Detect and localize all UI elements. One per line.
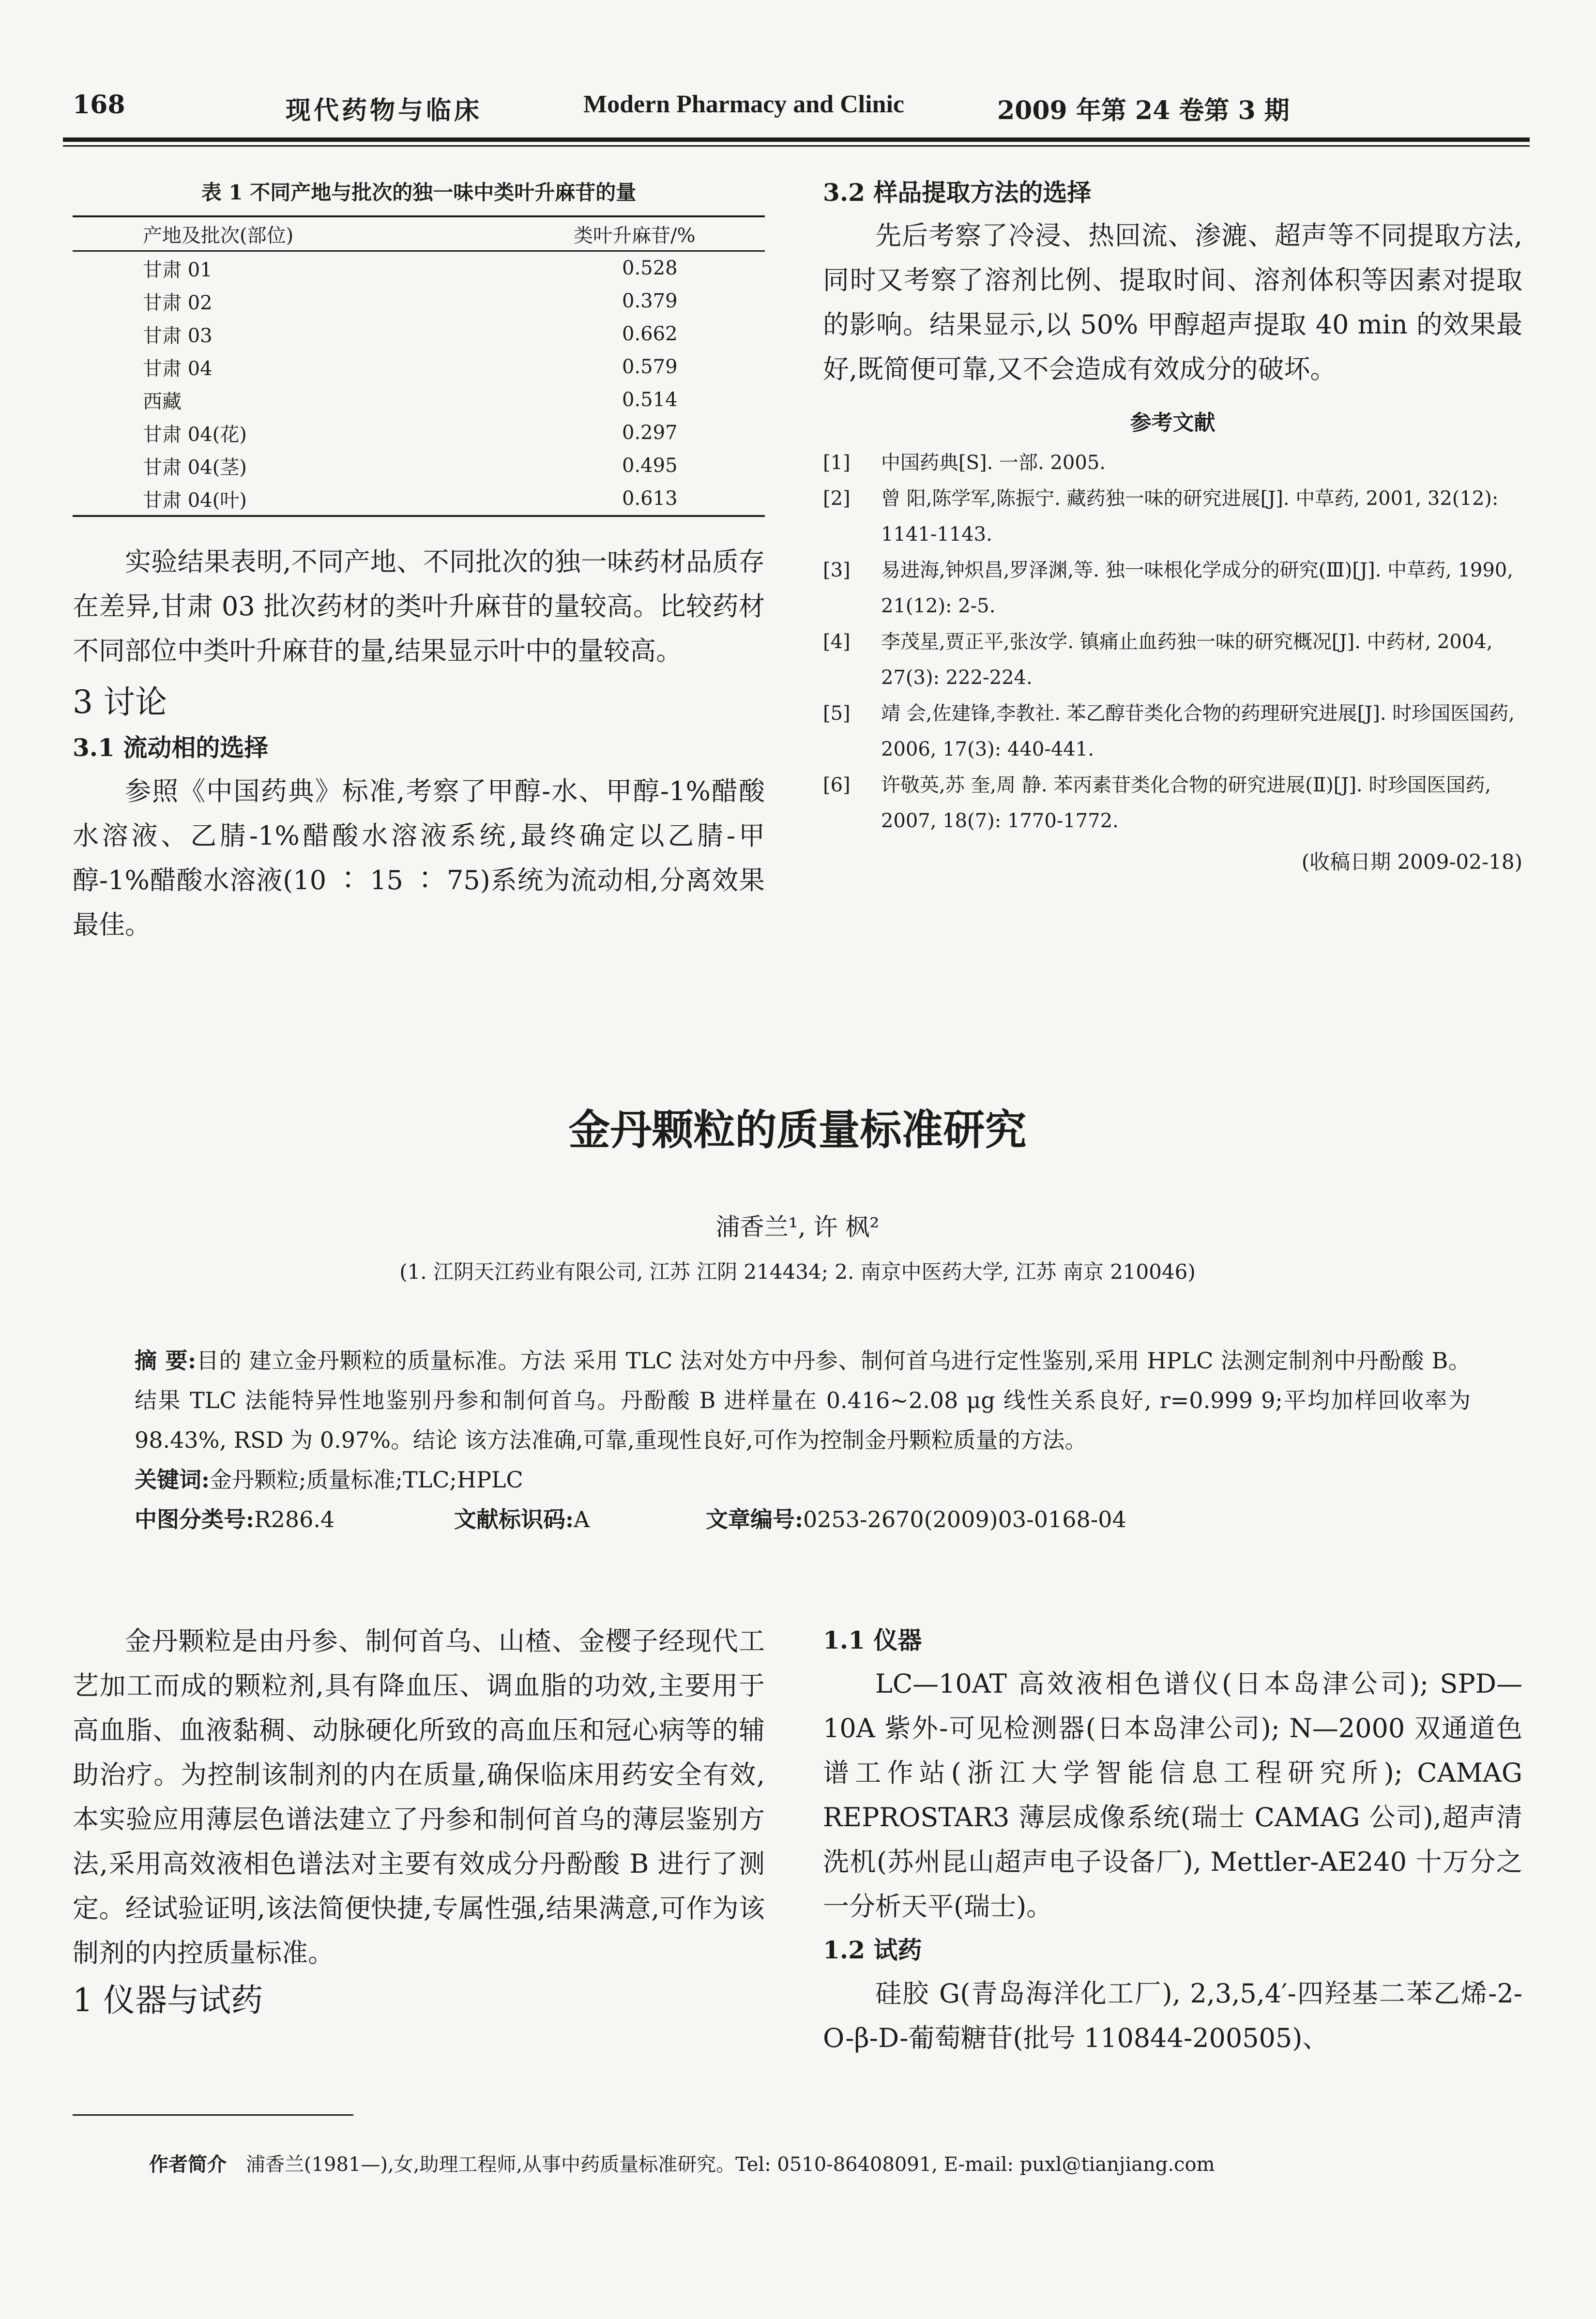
footnote-rule bbox=[73, 2114, 353, 2116]
page-number: 168 bbox=[73, 90, 125, 120]
section-3-heading: 3 讨论 bbox=[73, 683, 167, 721]
footnote-text: 浦香兰(1981—),女,助理工程师,从事中药质量标准研究。Tel: 0510-86408091, E-mail: puxl@tianjiang.com bbox=[246, 2153, 1215, 2176]
header-rule-thin bbox=[63, 145, 1530, 147]
reference-number: [2] bbox=[823, 487, 851, 510]
row-value: 0.514 bbox=[622, 389, 678, 411]
row-value: 0.613 bbox=[622, 487, 678, 510]
received-date: (收稿日期 2009-02-18) bbox=[1301, 850, 1522, 874]
table-bottom-rule bbox=[73, 515, 765, 517]
reference-list bbox=[823, 445, 1522, 839]
header-rule-thick bbox=[63, 137, 1530, 142]
section-1-2-paragraph: 硅胶 G(青岛海洋化工厂), 2,3,5,4′-四羟基二苯乙烯-2-O-β-D-葡萄糖苷(批号 110844-200505)、 bbox=[823, 1978, 1522, 2053]
left-lower-column bbox=[73, 1619, 765, 2026]
abstract-text: 目的 建立金丹颗粒的质量标准。方法 采用 TLC 法对处方中丹参、制何首乌进行定性鉴别,采用 HPLC 法测定制剂中丹酚酸 B。结果 TLC 法能特异性地鉴别丹参和制何首乌。丹酚酸 B 进样量在 0.416~2.08 μg 线性关系良好, r=0.999 9;平均加样回收率为 98.43%, RSD 为 0.97%。结论 该方法准确,可靠,重现性良好,可作为控制金丹颗粒质量的方法。 bbox=[135, 1348, 1471, 1453]
row-label: 甘肃 04(叶) bbox=[143, 489, 247, 512]
section-3-2-heading: 3.2 样品提取方法的选择 bbox=[823, 178, 1092, 207]
row-value: 0.662 bbox=[622, 323, 678, 345]
journal-name-en: Modern Pharmacy and Clinic bbox=[583, 91, 904, 118]
article-authors: 浦香兰¹, 许 枫² bbox=[715, 1213, 880, 1241]
reference-text: 靖 会,佐建锋,李教社. 苯乙醇苷类化合物的药理研究进展[J]. 时珍国医国药, 2006, 17(3): 440-441. bbox=[881, 702, 1515, 760]
classification-line bbox=[135, 1500, 1471, 1539]
reference-number: [3] bbox=[823, 559, 851, 581]
article-no-label: 文章编号: bbox=[706, 1506, 803, 1532]
row-label: 甘肃 03 bbox=[143, 324, 213, 347]
article-no-value: 0253-2670(2009)03-0168-04 bbox=[803, 1506, 1126, 1532]
reference-item bbox=[823, 552, 1522, 624]
keywords bbox=[135, 1460, 1471, 1500]
row-label: 甘肃 04(花) bbox=[143, 423, 247, 446]
right-upper-column bbox=[823, 172, 1522, 881]
reference-number: [4] bbox=[823, 631, 851, 653]
table-row bbox=[73, 251, 765, 285]
journal-issue: 2009 年第 24 卷第 3 期 bbox=[997, 96, 1290, 125]
section-3-1-heading: 3.1 流动相的选择 bbox=[73, 733, 269, 762]
result-paragraph: 实验结果表明,不同产地、不同批次的独一味药材品质存在差异,甘肃 03 批次药材的类叶升麻苷的量较高。比较药材不同部位中类叶升麻苷的量,结果显示叶中的量较高。 bbox=[73, 546, 765, 666]
section-1-1-paragraph: LC—10AT 高效液相色谱仪(日本岛津公司); SPD—10A 紫外-可见检测器(日本岛津公司); N—2000 双通道色谱工作站(浙江大学智能信息工程研究所); CAMAG REPROSTAR3 薄层成像系统(瑞士 CAMAG 公司),超声清洗机(苏州昆山超声电子设备厂), Mettler-AE240 十万分之一分析天平(瑞士)。 bbox=[823, 1668, 1522, 1922]
reference-item bbox=[823, 767, 1522, 839]
row-value: 0.579 bbox=[622, 356, 678, 378]
table-row bbox=[73, 383, 765, 416]
reference-number: [1] bbox=[823, 452, 851, 474]
references-heading: 参考文献 bbox=[1130, 410, 1216, 435]
row-label: 甘肃 02 bbox=[143, 291, 213, 314]
reference-item bbox=[823, 481, 1522, 552]
table-body bbox=[73, 217, 765, 515]
keywords-text: 金丹颗粒;质量标准;TLC;HPLC bbox=[209, 1467, 523, 1493]
table-caption: 表 1 不同产地与批次的独一味中类叶升麻苷的量 bbox=[201, 181, 637, 204]
section-1-2-heading: 1.2 试药 bbox=[823, 1936, 922, 1964]
clc-value: R286.4 bbox=[254, 1506, 335, 1532]
table-col-header: 类叶升麻苷/% bbox=[574, 224, 696, 247]
reference-number: [6] bbox=[823, 774, 851, 796]
section-1-heading: 1 仪器与试药 bbox=[73, 1982, 263, 2019]
footnote-label: 作者简介 bbox=[149, 2153, 227, 2176]
clc-label: 中图分类号: bbox=[135, 1506, 254, 1532]
table-row bbox=[73, 449, 765, 482]
keywords-label: 关键词: bbox=[135, 1467, 210, 1493]
abstract-label: 摘 要: bbox=[135, 1348, 197, 1374]
row-label: 甘肃 01 bbox=[143, 258, 213, 281]
abstract-block bbox=[135, 1341, 1471, 1539]
row-label: 甘肃 04 bbox=[143, 357, 213, 380]
abstract bbox=[135, 1341, 1471, 1460]
author-footnote bbox=[149, 2149, 1529, 2177]
reference-item bbox=[823, 696, 1522, 767]
table-row bbox=[73, 318, 765, 350]
introduction-paragraph: 金丹颗粒是由丹参、制何首乌、山楂、金樱子经现代工艺加工而成的颗粒剂,具有降血压、调血脂的功效,主要用于高血脂、血液黏稠、动脉硬化所致的高血压和冠心病等的辅助治疗。为控制该制剂的内在质量,确保临床用药安全有效,本实验应用薄层色谱法建立了丹参和制何首乌的薄层鉴别方法,采用高效液相色谱法对主要有效成分丹酚酸 B 进行了测定。经试验证明,该法简便快捷,专属性强,结果满意,可作为该制剂的内控质量标准。 bbox=[73, 1626, 765, 1968]
section-1-1-heading: 1.1 仪器 bbox=[823, 1626, 922, 1654]
section-3-1-paragraph: 参照《中国药典》标准,考察了甲醇-水、甲醇-1%醋酸水溶液、乙腈-1%醋酸水溶液系统,最终确定以乙腈-甲醇-1%醋酸水溶液(10 ∶ 15 ∶ 75)系统为流动相,分离效果最佳。 bbox=[73, 776, 765, 940]
article-title: 金丹颗粒的质量标准研究 bbox=[568, 1106, 1027, 1154]
row-label: 西藏 bbox=[143, 390, 182, 413]
table-row bbox=[73, 350, 765, 383]
left-upper-column bbox=[73, 540, 765, 947]
reference-text: 曾 阳,陈学军,陈振宁. 藏药独一味的研究进展[J]. 中草药, 2001, 32(12): 1141-1143. bbox=[881, 487, 1499, 546]
row-value: 0.495 bbox=[622, 455, 678, 477]
reference-text: 李茂星,贾正平,张汝学. 镇痛止血药独一味的研究概况[J]. 中药材, 2004, 27(3): 222-224. bbox=[881, 631, 1493, 689]
row-value: 0.297 bbox=[622, 422, 678, 444]
table-row bbox=[73, 416, 765, 449]
table-row bbox=[73, 285, 765, 318]
section-3-2-paragraph: 先后考察了冷浸、热回流、渗漉、超声等不同提取方法,同时又考察了溶剂比例、提取时间、溶剂体积等因素对提取的影响。结果显示,以 50% 甲醇超声提取 40 min 的效果最好,既简便可靠,又不会造成有效成分的破坏。 bbox=[823, 220, 1522, 384]
table-col-header: 产地及批次(部位) bbox=[143, 224, 294, 247]
table-row bbox=[73, 482, 765, 515]
reference-item bbox=[823, 445, 1522, 481]
reference-item bbox=[823, 624, 1522, 696]
article-affiliations: (1. 江阴天江药业有限公司, 江苏 江阴 214434; 2. 南京中医药大学, 江苏 南京 210046) bbox=[399, 1260, 1196, 1284]
journal-name-cn: 现代药物与临床 bbox=[286, 96, 483, 125]
row-label: 甘肃 04(茎) bbox=[143, 456, 247, 479]
reference-number: [5] bbox=[823, 702, 851, 725]
doc-code-label: 文献标识码: bbox=[454, 1506, 574, 1532]
row-value: 0.379 bbox=[622, 290, 678, 312]
table-1 bbox=[73, 177, 765, 517]
reference-text: 许敬英,苏 奎,周 静. 苯丙素苷类化合物的研究进展(Ⅱ)[J]. 时珍国医国药, 2007, 18(7): 1770-1772. bbox=[881, 774, 1491, 832]
reference-text: 易进海,钟炽昌,罗泽渊,等. 独一味根化学成分的研究(Ⅲ)[J]. 中草药, 1990, 21(12): 2-5. bbox=[881, 559, 1513, 617]
reference-text: 中国药典[S]. 一部. 2005. bbox=[881, 452, 1106, 474]
row-value: 0.528 bbox=[622, 257, 678, 279]
doc-code-value: A bbox=[573, 1506, 590, 1532]
right-lower-column bbox=[823, 1619, 1522, 2061]
